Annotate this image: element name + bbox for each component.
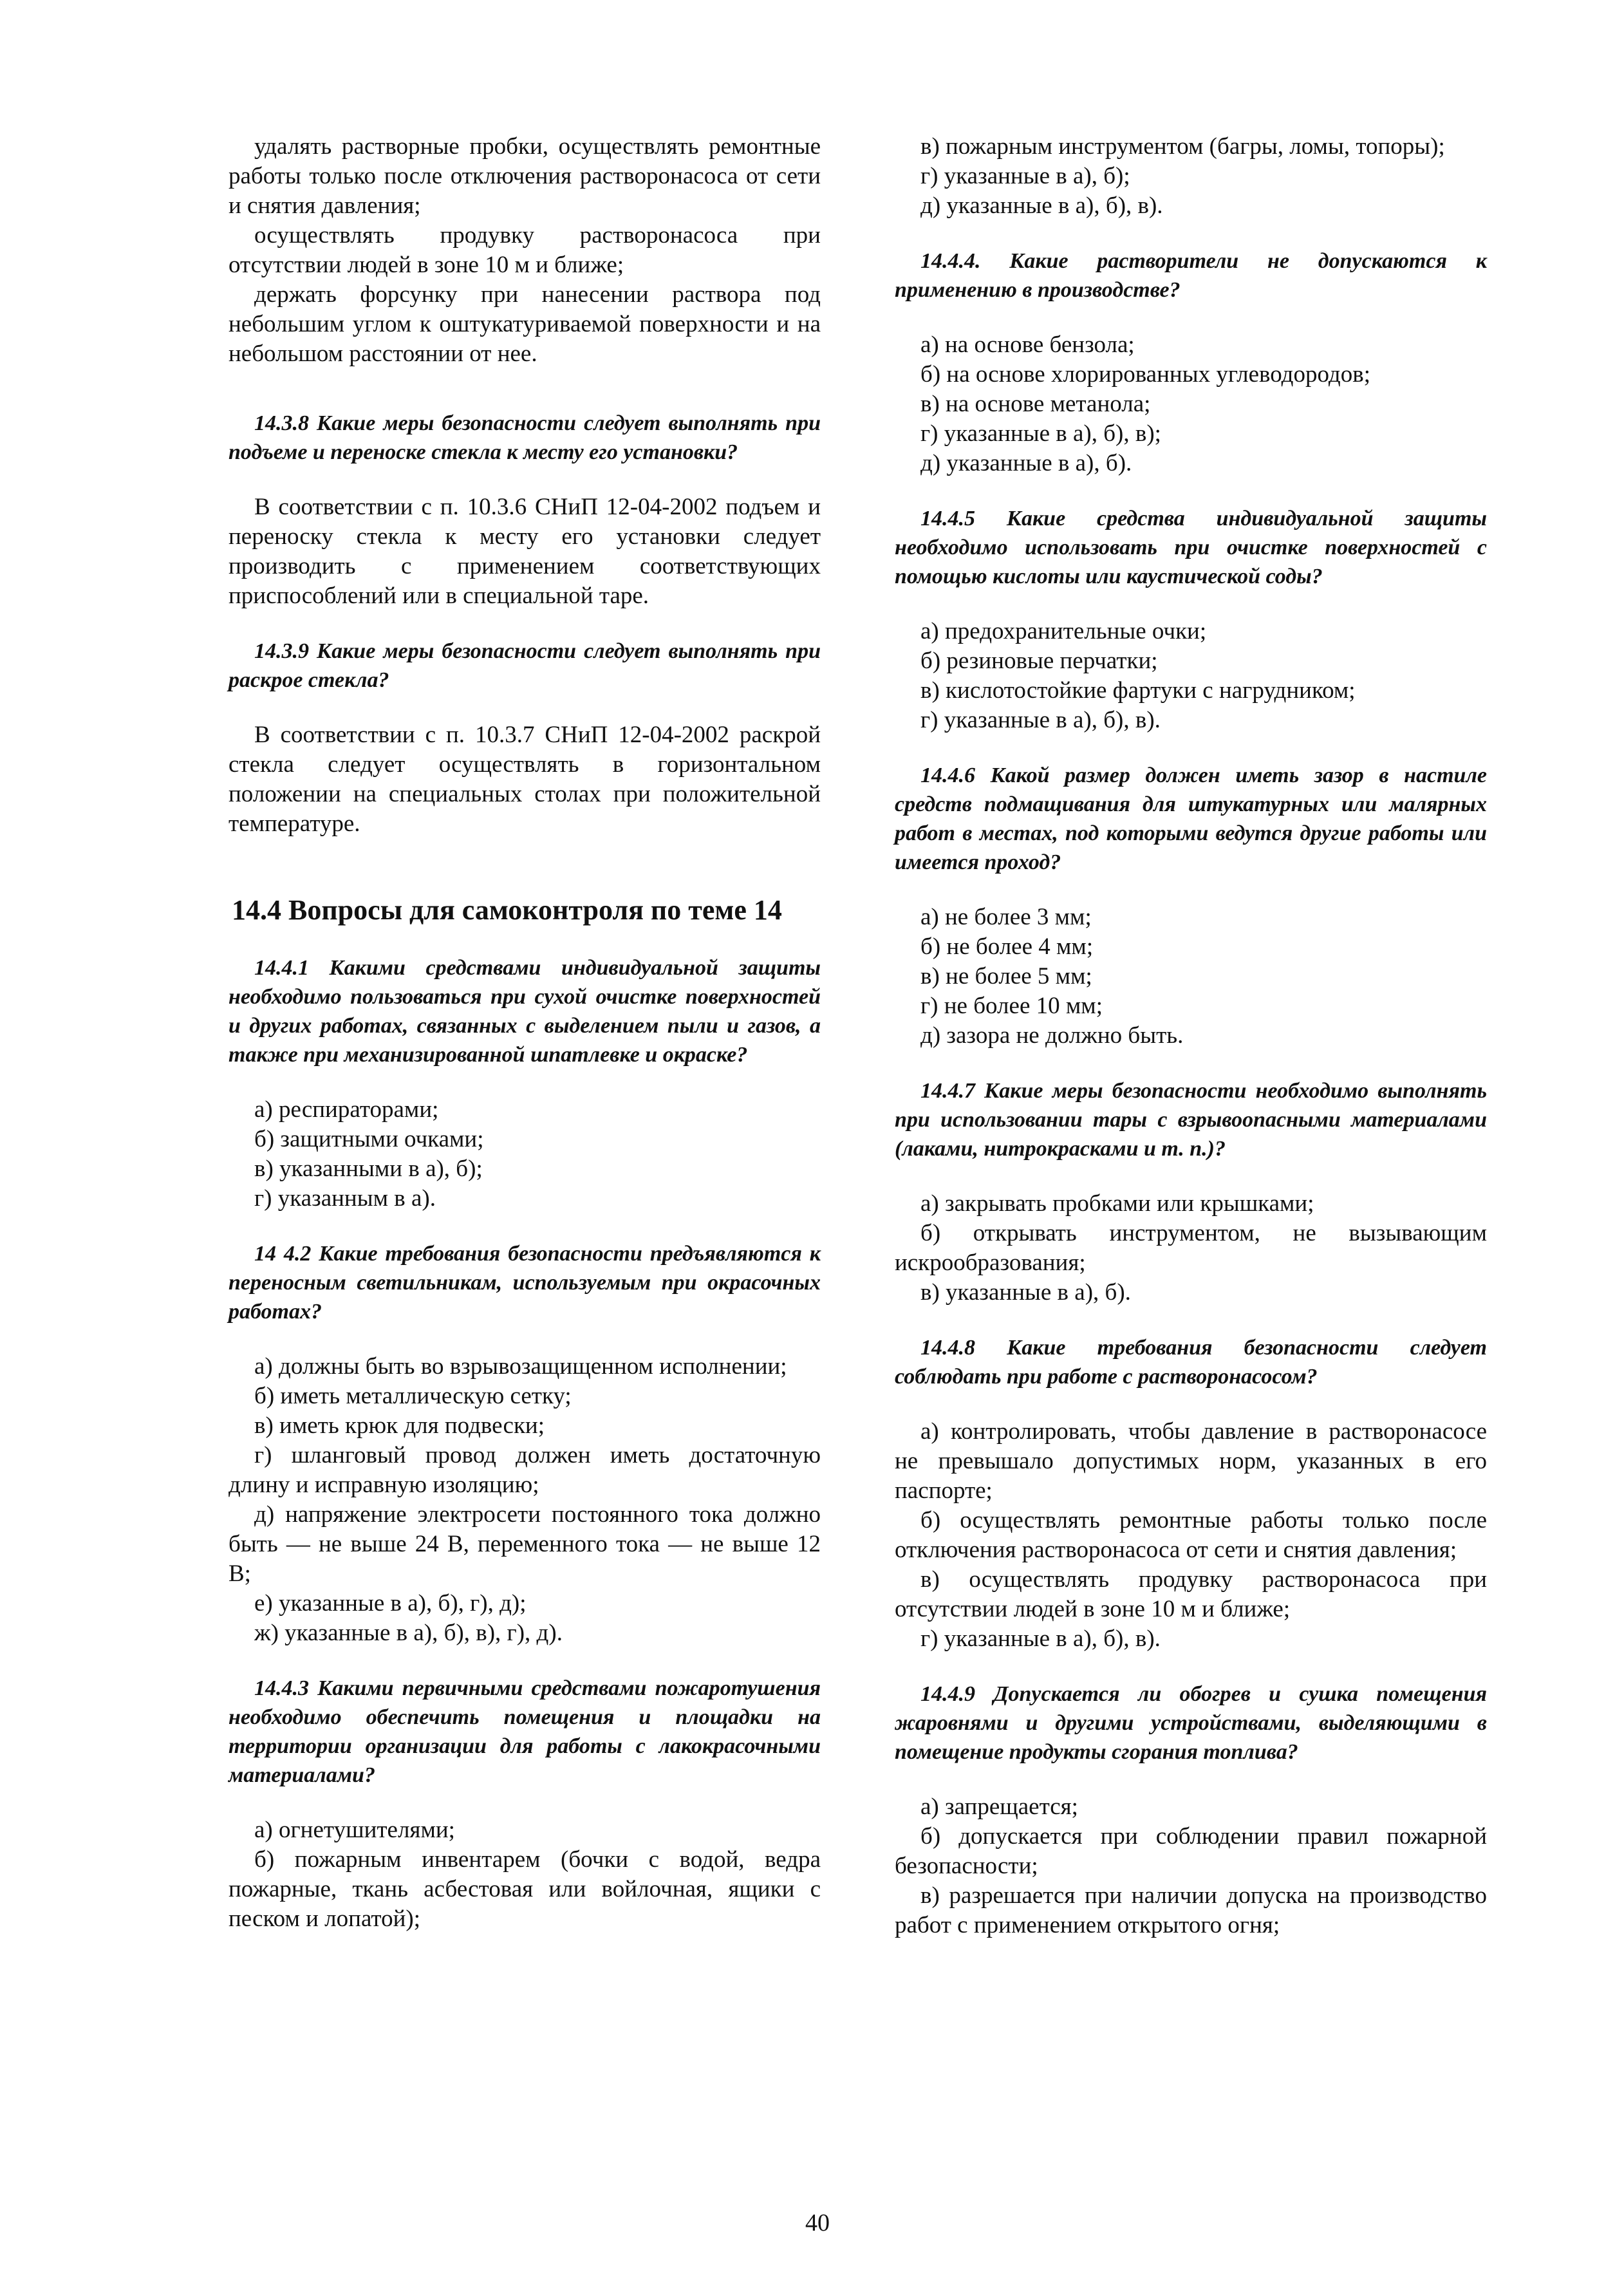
- option: г) указанные в а), б), в).: [920, 1626, 1161, 1652]
- question-14-4-8: 14.4.8 Какие требования безопасности следует соблюдать при работе с растворонасосом?: [895, 1336, 1487, 1389]
- option: а) закрывать пробками или крышками;: [920, 1190, 1314, 1217]
- question-14-4-5: 14.4.5 Какие средства индивидуальной защиты необходимо использовать при очистке поверхностей с помощью кислоты или каустической соды?: [895, 507, 1487, 588]
- option: д) зазора не должно быть.: [920, 1022, 1184, 1049]
- option: д) напряжение электросети постоянного тока должно быть — не выше 24 В, переменного тока — не выше 12 В;: [229, 1501, 821, 1587]
- option: б) пожарным инвентарем (бочки с водой, ведра пожарные, ткань асбестовая или войлочная, ящики с песком и лопатой);: [229, 1846, 821, 1932]
- question-14-3-9: 14.3.9 Какие меры безопасности следует выполнять при раскрое стекла?: [229, 639, 821, 692]
- option: д) указанные в а), б).: [920, 450, 1132, 476]
- right-column: [895, 132, 1487, 1940]
- option: а) должны быть во взрывозащищенном исполнении;: [254, 1353, 787, 1380]
- question-14-4-2: 14 4.2 Какие требования безопасности предъявляются к переносным светильникам, используемым при окрасочных работах?: [229, 1242, 821, 1324]
- option: б) резиновые перчатки;: [920, 648, 1158, 674]
- option: б) открывать инструментом, не вызывающим искрообразования;: [895, 1220, 1487, 1276]
- intro-paragraph: осуществлять продувку растворонасоса при отсутствии людей в зоне 10 м и ближе;: [229, 222, 821, 278]
- page-number: 40: [805, 2209, 830, 2236]
- option: в) на основе метанола;: [920, 391, 1151, 417]
- option: в) указанные в а), б).: [920, 1279, 1131, 1306]
- option: б) на основе хлорированных углеводородов;: [920, 361, 1370, 388]
- option: в) указанными в а), б);: [254, 1156, 483, 1182]
- option: а) не более 3 мм;: [920, 904, 1092, 930]
- option: а) на основе бензола;: [920, 332, 1135, 358]
- option: в) не более 5 мм;: [920, 963, 1092, 989]
- option: г) указанные в а), б);: [920, 163, 1130, 189]
- option: а) респираторами;: [254, 1096, 439, 1123]
- intro-paragraph: держать форсунку при нанесении раствора под небольшим углом к оштукатуриваемой поверхности и на небольшом расстоянии от нее.: [229, 281, 821, 367]
- option: г) шланговый провод должен иметь достаточную длину и исправную изоляцию;: [229, 1442, 821, 1498]
- option: д) указанные в а), б), в).: [920, 192, 1163, 219]
- option: в) осуществлять продувку растворонасоса при отсутствии людей в зоне 10 м и ближе;: [895, 1566, 1487, 1622]
- option: е) указанные в а), б), г), д);: [254, 1590, 527, 1616]
- option: б) осуществлять ремонтные работы только после отключения растворонасоса от сети и снятия давления;: [895, 1507, 1487, 1563]
- question-14-4-3: 14.4.3 Какими первичными средствами пожаротушения необходимо обеспечить помещения и площадки на территории организации для работы с лакокрасочными материалами?: [229, 1676, 821, 1787]
- option: г) не более 10 мм;: [920, 993, 1103, 1019]
- question-14-4-1: 14.4.1 Какими средствами индивидуальной защиты необходимо пользоваться при сухой очистке поверхностей и других работах, связанных с выделением пыли и газов, а также при механизированной шпатлевке и окраске?: [229, 956, 821, 1067]
- option: г) указанные в а), б), в);: [920, 420, 1161, 447]
- question-14-4-4: 14.4.4. Какие растворители не допускаются к применению в производстве?: [895, 249, 1487, 302]
- question-14-3-8: 14.3.8 Какие меры безопасности следует выполнять при подъеме и переноске стекла к месту его установки?: [229, 411, 821, 464]
- option: а) предохранительные очки;: [920, 618, 1207, 644]
- answer-14-3-9: В соответствии с п. 10.3.7 СНиП 12-04-2002 раскрой стекла следует осуществлять в горизонтальном положении на специальных столах при положительной температуре.: [229, 722, 821, 837]
- option: б) защитными очками;: [254, 1126, 484, 1152]
- option: б) допускается при соблюдении правил пожарной безопасности;: [895, 1823, 1487, 1879]
- answer-14-3-8: В соответствии с п. 10.3.6 СНиП 12-04-2002 подъем и переноску стекла к месту его установки следует производить с применением соответствующих приспособлений или в специальной таре.: [229, 494, 821, 609]
- intro-paragraph: удалять растворные пробки, осуществлять ремонтные работы только после отключения растворонасоса от сети и снятия давления;: [229, 133, 821, 219]
- option: а) контролировать, чтобы давление в растворонасосе не превышало допустимых норм, указанных в его паспорте;: [895, 1418, 1487, 1504]
- left-column: [229, 132, 821, 1934]
- option: б) иметь металлическую сетку;: [254, 1383, 572, 1409]
- option: б) не более 4 мм;: [920, 933, 1094, 960]
- question-14-4-7: 14.4.7 Какие меры безопасности необходимо выполнять при использовании тары с взрывоопасными материалами (лаками, нитрокрасками и т. п.)?: [895, 1079, 1487, 1161]
- option: в) кислотостойкие фартуки с нагрудником;: [920, 677, 1356, 704]
- option: г) указанные в а), б), в).: [920, 707, 1161, 733]
- option: а) запрещается;: [920, 1794, 1078, 1820]
- question-14-4-9: 14.4.9 Допускается ли обогрев и сушка помещения жаровнями и другими устройствами, выделяющими в помещение продукты сгорания топлива?: [895, 1682, 1487, 1764]
- question-14-4-6: 14.4.6 Какой размер должен иметь зазор в настиле средств подмащивания для штукатурных или малярных работ в местах, под которыми ведутся другие работы или имеется проход?: [895, 764, 1487, 874]
- option: в) пожарным инструментом (багры, ломы, топоры);: [920, 133, 1445, 160]
- option: в) разрешается при наличии допуска на производство работ с применением открытого огня;: [895, 1882, 1487, 1938]
- option: в) иметь крюк для подвески;: [254, 1412, 545, 1439]
- option: а) огнетушителями;: [254, 1817, 455, 1843]
- section-heading: 14.4 Вопросы для самоконтроля по теме 14: [232, 894, 782, 926]
- option: ж) указанные в а), б), в), г), д).: [254, 1620, 563, 1646]
- option: г) указанным в а).: [254, 1185, 436, 1212]
